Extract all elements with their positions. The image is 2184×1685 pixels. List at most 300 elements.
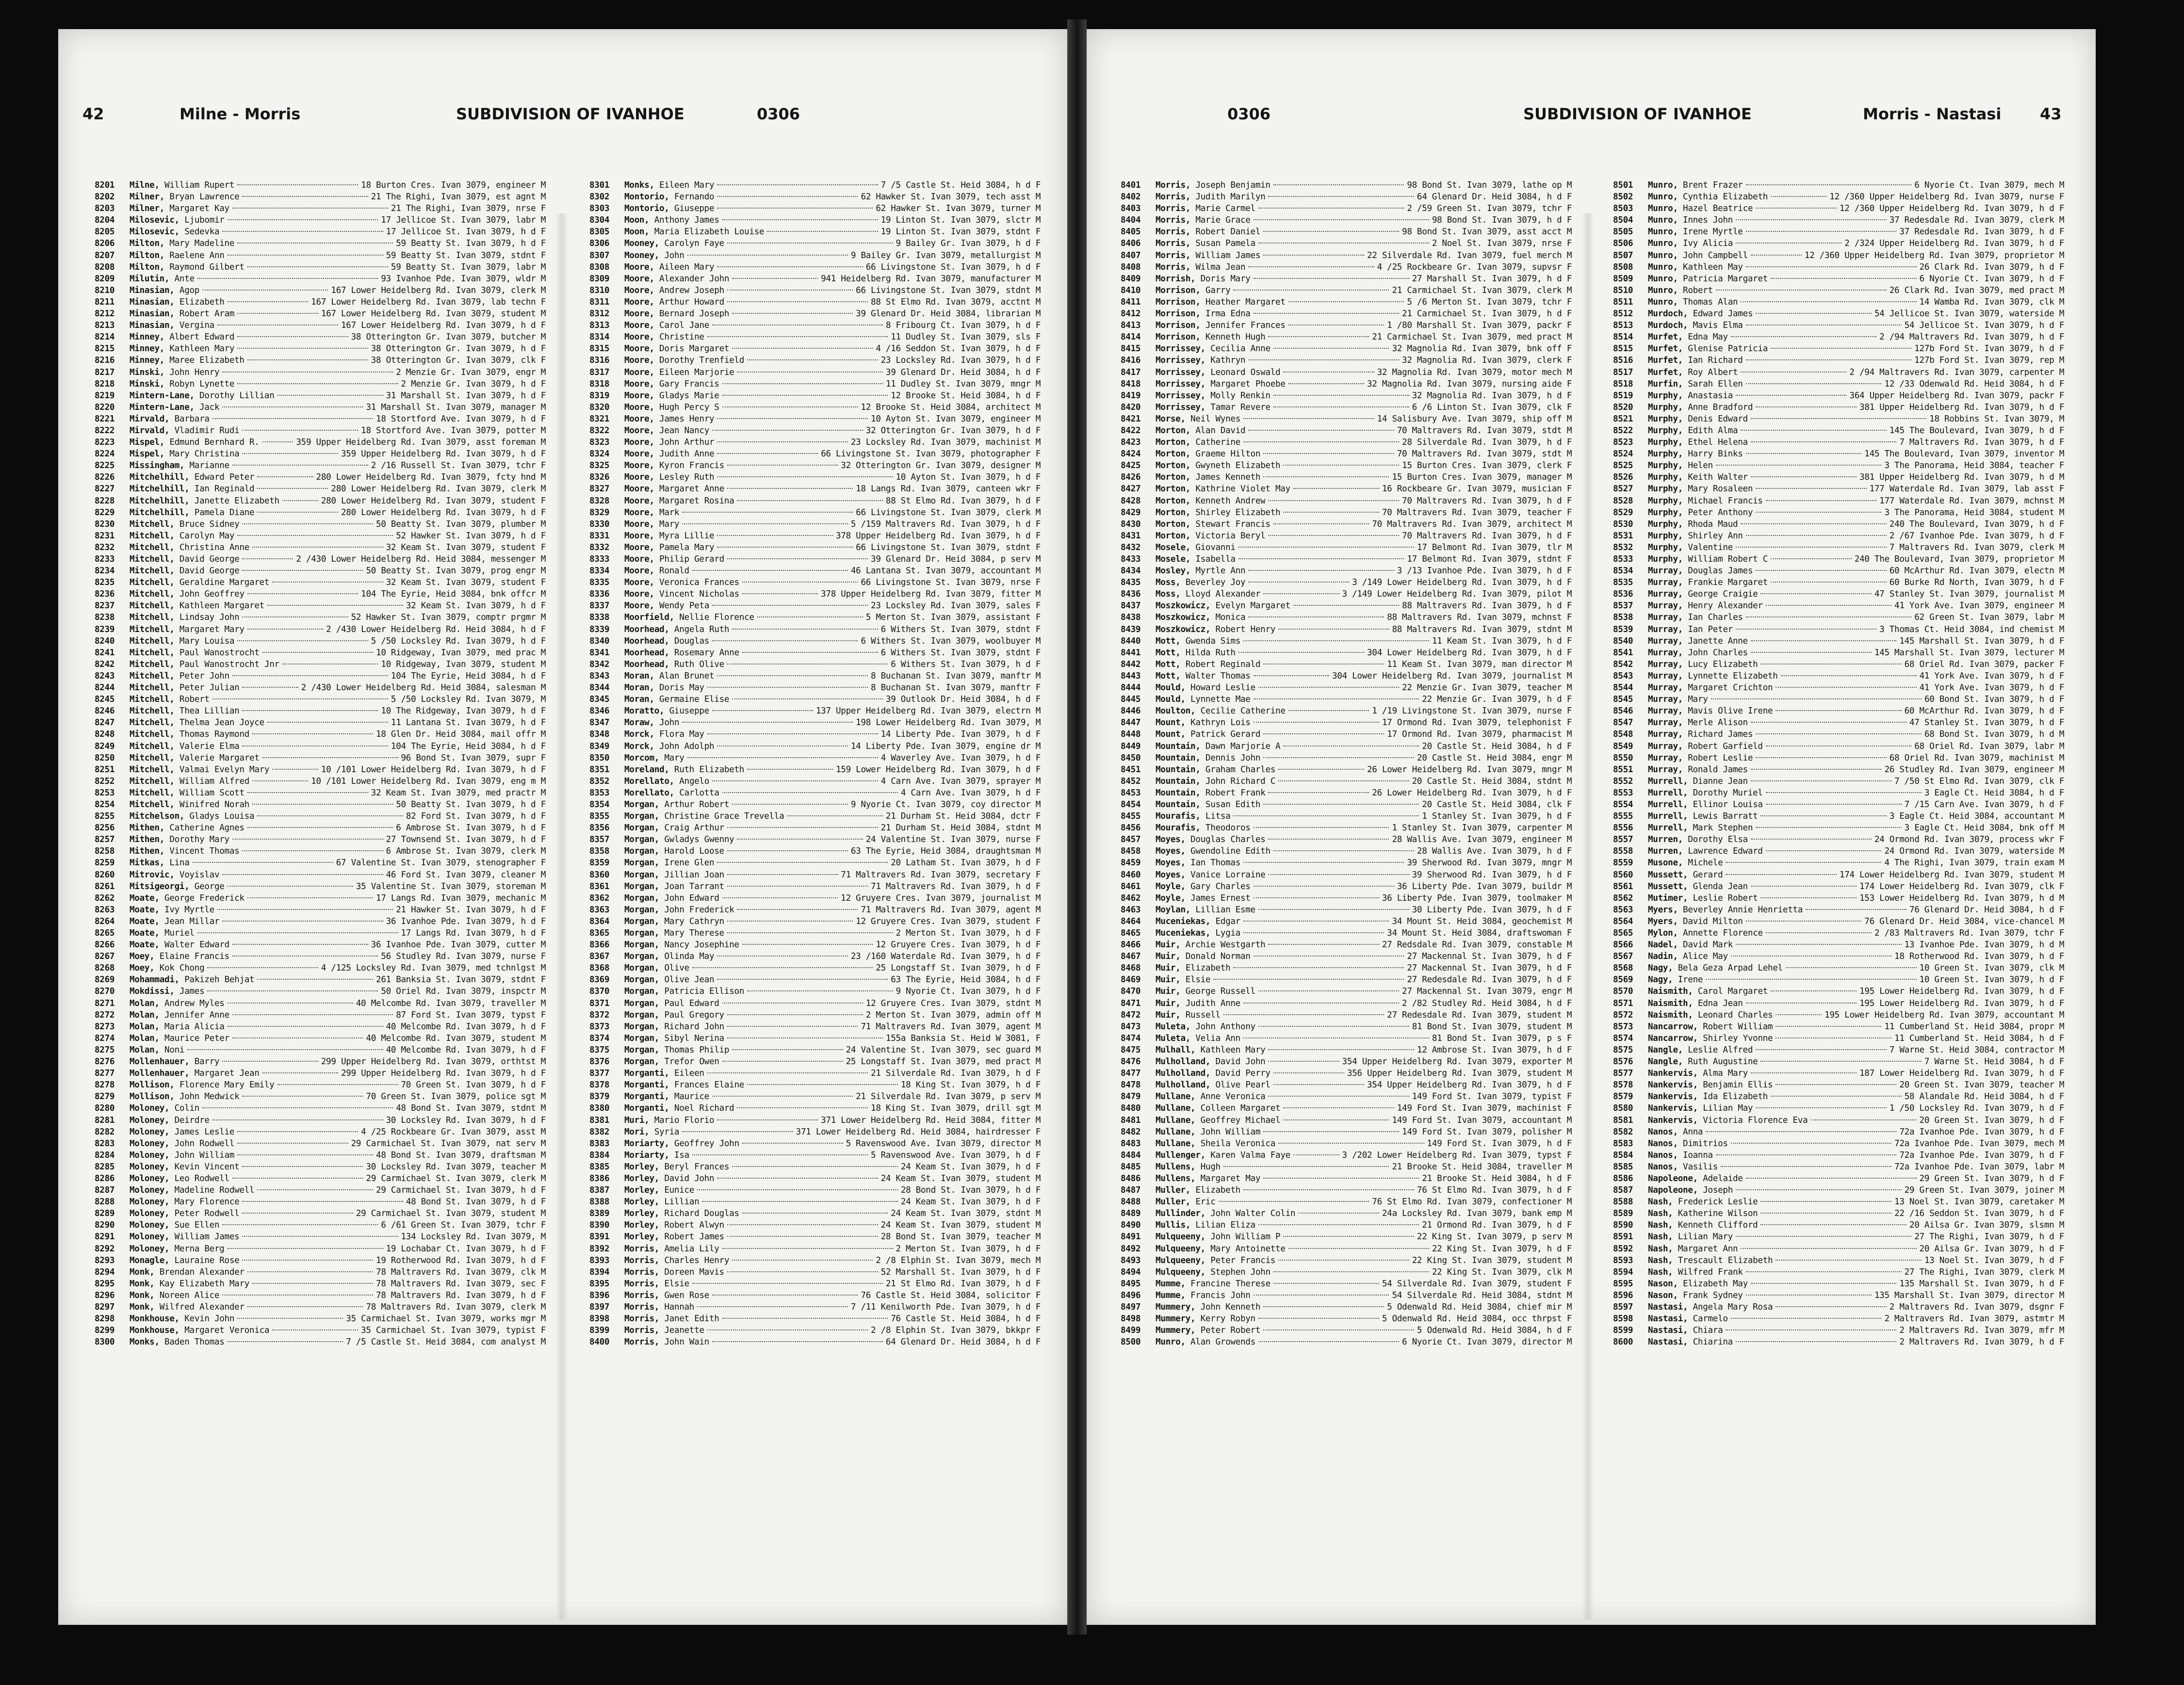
entry-number: 8225 xyxy=(95,461,115,471)
entry-name xyxy=(130,752,260,764)
entry-number: 8452 xyxy=(1121,776,1141,786)
entry-given-names: Lindsay John xyxy=(174,613,240,623)
dot-leader xyxy=(1771,1096,1902,1097)
entry-name xyxy=(1156,1021,1255,1033)
entry-surname: Minasian, xyxy=(130,285,175,295)
entry-number: 8270 xyxy=(95,987,115,997)
dot-leader xyxy=(737,909,858,910)
entry-name xyxy=(130,588,244,600)
entry-number: 8251 xyxy=(95,764,115,775)
entry-address-occupation: 12 /360 Upper Heidelberg Rd. Ivan 3079, proprietor M xyxy=(1804,250,2064,260)
entry-number: 8497 xyxy=(1121,1302,1141,1312)
entry-address-occupation: 27 Redesdale Rd. Ivan 3079, student M xyxy=(1387,1010,1572,1020)
entry-number: 8247 xyxy=(95,718,115,728)
entry-surname: Morrison, xyxy=(1156,332,1201,342)
entry-address-occupation: 40 Melcombe Rd. Ivan 3079, h d F xyxy=(386,1021,546,1032)
entry-address-occupation: 19 Linton St. Ivan 3079, slctr M xyxy=(880,215,1041,226)
entry-address-occupation: 68 Oriel Rd. Ivan 3079, labr M xyxy=(1914,741,2064,751)
entry-given-names: Elizabeth xyxy=(1190,1185,1240,1196)
entry-surname: Monks, xyxy=(624,180,654,190)
entry-number: 8538 xyxy=(1613,613,1633,623)
entry-surname: Moloney, xyxy=(130,1220,170,1231)
entry-number: 8315 xyxy=(589,344,610,354)
entry-number: 8518 xyxy=(1613,379,1633,389)
entry-number: 8272 xyxy=(95,1010,115,1020)
entry-surname: Moore, xyxy=(624,496,654,506)
entry-surname: Morton, xyxy=(1156,531,1191,541)
directory-entry xyxy=(95,191,546,203)
entry-number: 8392 xyxy=(589,1244,610,1254)
entry-address-occupation: 25 Longstaff St. Ivan 3079, med pract M xyxy=(846,1057,1041,1067)
entry-number: 8504 xyxy=(1613,215,1633,226)
entry-address-occupation: 167 Lower Heidelberg Rd. Ivan 3079, clerk M xyxy=(331,285,546,295)
directory-entry xyxy=(1121,378,1572,390)
entry-name xyxy=(1156,810,1230,822)
directory-entry xyxy=(1121,1231,1572,1243)
entry-given-names: David Perry xyxy=(1210,1069,1271,1079)
entry-surname: Montorio, xyxy=(624,192,669,202)
entry-surname: Morris, xyxy=(1156,180,1191,190)
directory-entry xyxy=(1613,682,2064,694)
entry-address-occupation: 1 Stanley St. Ivan 3079, h d F xyxy=(1422,811,1572,822)
directory-entry xyxy=(1121,296,1572,308)
entry-given-names: Robert James xyxy=(659,1232,724,1242)
entry-name xyxy=(1648,1313,1728,1325)
entry-number: 8598 xyxy=(1613,1314,1633,1324)
directory-entry xyxy=(95,1255,546,1266)
entry-number: 8375 xyxy=(589,1045,610,1055)
entry-surname: Murray, xyxy=(1648,566,1683,576)
entry-name xyxy=(1648,1266,1743,1278)
directory-entry xyxy=(95,600,546,612)
entry-name xyxy=(1156,1301,1260,1313)
dot-leader xyxy=(1751,418,1926,419)
entry-name xyxy=(130,1079,275,1091)
entry-number: 8587 xyxy=(1613,1185,1633,1196)
entry-name xyxy=(130,460,229,471)
entry-address-occupation: 2 Merton St. Ivan 3079, h d F xyxy=(896,1244,1041,1254)
entry-address-occupation: 371 Lower Heidelberg Rd. Heid 3084, hairdresser F xyxy=(796,1127,1041,1137)
directory-entry xyxy=(589,1161,1041,1173)
dot-leader xyxy=(1263,1306,1384,1307)
directory-entry xyxy=(95,729,546,740)
entry-name xyxy=(624,729,704,740)
dot-leader xyxy=(272,582,383,583)
directory-entry xyxy=(589,612,1041,623)
entry-number: 8371 xyxy=(589,998,610,1008)
dot-leader xyxy=(242,558,293,559)
entry-surname: Molan, xyxy=(130,1010,160,1020)
entry-surname: Mispel, xyxy=(130,449,165,459)
entry-surname: Mitchelhill, xyxy=(130,472,190,483)
entry-given-names: Janet Edith xyxy=(659,1314,719,1324)
entry-surname: Morgan, xyxy=(624,1045,660,1055)
entry-given-names: Annette Florence xyxy=(1678,928,1763,938)
entry-number: 8522 xyxy=(1613,425,1633,436)
entry-given-names: Hannah xyxy=(659,1302,695,1312)
directory-entry xyxy=(1121,495,1572,507)
entry-given-names: Elaine Francis xyxy=(154,952,229,962)
entry-number: 8348 xyxy=(589,729,610,740)
directory-entry xyxy=(1613,1150,2064,1161)
entry-number: 8528 xyxy=(1613,496,1633,506)
entry-address-occupation: 134 Locksley Rd. Ivan 3079, M xyxy=(401,1232,546,1242)
entry-address-occupation: 17 Ormond Rd. Ivan 3079, pharmacist M xyxy=(1387,729,1572,740)
entry-number: 8404 xyxy=(1121,215,1141,226)
entry-name xyxy=(1156,635,1240,647)
entry-address-occupation: 37 Redesdale Rd. Ivan 3079, h d F xyxy=(1899,227,2064,237)
dot-leader xyxy=(1243,921,1389,922)
entry-surname: Murray, xyxy=(1648,648,1683,658)
entry-surname: Moreland, xyxy=(624,764,669,775)
entry-number: 8567 xyxy=(1613,952,1633,962)
directory-entry xyxy=(1613,1068,2064,1079)
directory-entry xyxy=(1613,367,2064,378)
entry-number: 8584 xyxy=(1613,1150,1633,1160)
entry-number: 8218 xyxy=(95,379,115,389)
entry-name xyxy=(1648,612,1743,623)
dot-leader xyxy=(267,605,403,606)
entry-number: 8335 xyxy=(589,578,610,588)
entry-number: 8304 xyxy=(589,215,610,226)
entry-name xyxy=(130,226,219,238)
entry-given-names: Carol Jane xyxy=(654,321,709,331)
entry-given-names: Irene Glen xyxy=(659,858,715,868)
entry-given-names: Elizabeth May xyxy=(1678,1279,1748,1289)
entry-name xyxy=(130,1278,249,1290)
entry-address-occupation: 28 Bond St. Ivan 3079, teacher M xyxy=(880,1232,1041,1242)
entry-address-occupation: 2 /8 Elphin St. Ivan 3079, mech M xyxy=(876,1255,1041,1265)
entry-given-names: Evelyn Margaret xyxy=(1210,601,1290,611)
entry-address-occupation: 23 Locksley Rd. Ivan 3079, h d F xyxy=(880,356,1041,366)
dot-leader xyxy=(1268,874,1409,875)
dot-leader xyxy=(222,1061,318,1062)
dot-leader xyxy=(732,1049,843,1050)
dot-leader xyxy=(1258,687,1399,688)
directory-entry xyxy=(1121,553,1572,565)
entry-given-names: John Geoffrey xyxy=(174,589,244,599)
entry-number: 8231 xyxy=(95,531,115,541)
entry-surname: Moorfield, xyxy=(624,613,674,623)
entry-surname: Muir, xyxy=(1156,987,1181,997)
entry-name xyxy=(130,1325,269,1336)
entry-name xyxy=(130,495,279,507)
directory-entry xyxy=(589,1126,1041,1138)
right-page-header xyxy=(1087,102,2096,131)
dot-leader xyxy=(1273,395,1409,396)
dot-leader xyxy=(247,266,388,267)
directory-entry xyxy=(1613,402,2064,413)
entry-surname: Munro, xyxy=(1648,192,1678,202)
entry-surname: Moate, xyxy=(130,905,160,915)
directory-entry xyxy=(1121,1301,1572,1313)
entry-address-occupation: 195 Lower Heidelberg Rd. Ivan 3079, accountant M xyxy=(1824,1010,2064,1020)
directory-entry xyxy=(1613,1173,2064,1184)
entry-given-names: Robert xyxy=(174,695,210,705)
dot-leader xyxy=(712,780,878,781)
dot-leader xyxy=(1258,1026,1409,1027)
entry-given-names: John xyxy=(654,718,680,728)
entry-given-names: Keith Walter xyxy=(1683,472,1748,483)
entry-number: 8454 xyxy=(1121,799,1141,810)
entry-number: 8530 xyxy=(1613,519,1633,529)
entry-given-names: Robert Alwyn xyxy=(659,1220,724,1231)
entry-number: 8462 xyxy=(1121,893,1141,903)
entry-surname: Morgan, xyxy=(624,881,660,891)
entry-given-names: Wilfred Alexander xyxy=(154,1302,244,1312)
entry-name xyxy=(624,542,714,553)
entry-given-names: Susan Pamela xyxy=(1190,239,1255,249)
entry-number: 8336 xyxy=(589,589,610,599)
entry-name xyxy=(1156,553,1236,565)
entry-address-occupation: 66 Livingstone St. Ivan 3079, photographer F xyxy=(821,449,1041,459)
entry-surname: Monks, xyxy=(130,1337,160,1347)
entry-number: 8414 xyxy=(1121,332,1141,342)
entry-number: 8253 xyxy=(95,788,115,798)
entry-surname: Moraw, xyxy=(624,718,654,728)
dot-leader xyxy=(682,523,848,524)
entry-surname: Murphy, xyxy=(1648,554,1683,564)
entry-name xyxy=(1648,1033,1773,1044)
entry-given-names: Paul Edward xyxy=(659,998,719,1008)
directory-entry xyxy=(589,507,1041,518)
entry-number: 8284 xyxy=(95,1150,115,1160)
entry-number: 8403 xyxy=(1121,204,1141,214)
dot-leader xyxy=(1756,1107,1887,1108)
entry-number: 8292 xyxy=(95,1244,115,1254)
entry-given-names: Robert Aram xyxy=(174,309,235,319)
entry-address-occupation: 59 Beatty St. Ivan 3079, stdnt F xyxy=(386,250,546,260)
entry-name xyxy=(1648,437,1748,448)
entry-given-names: Glenise Patricia xyxy=(1683,344,1768,354)
entry-surname: Munro, xyxy=(1156,1337,1186,1347)
entry-address-occupation: 88 St Elmo Rd. Ivan 3079, acctnt M xyxy=(871,297,1041,307)
entry-number: 8591 xyxy=(1613,1232,1633,1242)
entry-name xyxy=(624,1173,714,1184)
entry-name xyxy=(130,320,214,331)
entry-name xyxy=(130,1219,219,1231)
entry-given-names: Mark xyxy=(654,507,680,518)
entry-name xyxy=(130,659,279,670)
entry-surname: Mitchell, xyxy=(130,718,175,728)
entry-surname: Morganti, xyxy=(624,1092,669,1102)
dot-leader xyxy=(1771,990,1857,991)
directory-entry xyxy=(1121,1173,1572,1184)
entry-address-occupation: 66 Livingstone St. Ivan 3079, h d F xyxy=(865,262,1041,272)
entry-number: 8580 xyxy=(1613,1103,1633,1114)
entry-number: 8562 xyxy=(1613,893,1633,903)
dot-leader xyxy=(1736,1189,1902,1190)
entry-given-names: Denis Edward xyxy=(1683,414,1748,424)
directory-entry xyxy=(589,1044,1041,1056)
entry-number: 8293 xyxy=(95,1255,115,1265)
dot-leader xyxy=(1288,1248,1429,1249)
dot-leader xyxy=(242,687,298,688)
entry-surname: Morgan, xyxy=(624,928,660,938)
entry-given-names: Doreen Mavis xyxy=(659,1267,724,1277)
entry-address-occupation: 46 Ford St. Ivan 3079, cleaner M xyxy=(386,870,546,880)
entry-given-names: Carlotta xyxy=(674,788,719,798)
entry-number: 8594 xyxy=(1613,1267,1633,1277)
entry-number: 8394 xyxy=(589,1267,610,1277)
entry-surname: Mullis, xyxy=(1156,1220,1191,1231)
entry-name xyxy=(1648,659,1758,670)
entry-name xyxy=(624,296,724,308)
entry-name xyxy=(1156,471,1260,483)
entry-number: 8268 xyxy=(95,963,115,973)
entry-number: 8213 xyxy=(95,321,115,331)
dot-leader xyxy=(252,804,393,805)
entry-given-names: Craig Arthur xyxy=(659,823,724,833)
directory-entry xyxy=(1613,764,2064,776)
entry-address-occupation: 18 Langs Rd. Ivan 3079, canteen wkr F xyxy=(856,484,1041,494)
entry-name xyxy=(1648,413,1748,425)
entry-address-occupation: 356 Upper Heidelberg Rd. Ivan 3079, student M xyxy=(1347,1069,1572,1079)
entry-number: 8274 xyxy=(95,1033,115,1043)
entry-address-occupation: 21 Brooke St. Heid 3084, traveller M xyxy=(1392,1162,1572,1172)
entry-given-names: John Wain xyxy=(659,1337,709,1347)
entry-surname: Mitrovic, xyxy=(130,870,175,880)
directory-entry xyxy=(95,1325,546,1336)
entry-given-names: John Henry xyxy=(164,367,220,377)
entry-given-names: Ivy Alicia xyxy=(1678,239,1733,249)
entry-surname: Milner, xyxy=(130,204,165,214)
entry-address-occupation: 7 Maltravers Rd. Ivan 3079, clerk M xyxy=(1889,542,2064,552)
directory-entry xyxy=(95,214,546,226)
entry-number: 8387 xyxy=(589,1185,610,1196)
dot-leader xyxy=(727,290,853,291)
entry-name xyxy=(1648,764,1748,776)
entry-name xyxy=(130,1091,239,1102)
entry-name xyxy=(1648,273,1768,285)
dot-leader xyxy=(722,1003,863,1004)
entry-address-occupation: 68 Oriel Rd. Ivan 3079, packer F xyxy=(1904,659,2064,669)
dot-leader xyxy=(228,1248,383,1249)
entry-given-names: Lesley Ruth xyxy=(654,472,715,483)
entry-address-occupation: 149 Ford St. Ivan 3079, machinist F xyxy=(1397,1103,1572,1114)
dot-leader xyxy=(1746,266,1917,267)
dot-leader xyxy=(1248,582,1349,583)
entry-given-names: Maurice Peter xyxy=(159,1033,229,1043)
dot-leader xyxy=(682,512,853,513)
dot-leader xyxy=(712,605,868,606)
dot-leader xyxy=(692,1283,883,1284)
entry-given-names: Mary xyxy=(659,753,685,763)
entry-surname: Mulholland, xyxy=(1156,1057,1211,1067)
entry-given-names: Lillian xyxy=(659,1197,700,1207)
entry-address-occupation: 88 Maltravers Rd. Ivan 3079, mchnst F xyxy=(1387,613,1572,623)
dot-leader xyxy=(1239,652,1364,653)
entry-given-names: Aileen Mary xyxy=(654,262,715,272)
entry-surname: Murphy, xyxy=(1648,414,1683,424)
entry-surname: Nash, xyxy=(1648,1267,1673,1277)
dot-leader xyxy=(1293,605,1399,606)
entry-address-occupation: 240 The Boulevard, Ivan 3079, proprietor M xyxy=(1854,554,2064,564)
dot-leader xyxy=(1288,324,1385,325)
entry-name xyxy=(1156,845,1271,857)
directory-entry xyxy=(1613,320,2064,331)
entry-name xyxy=(1648,682,1773,694)
entry-name xyxy=(1648,1255,1773,1266)
entry-number: 8498 xyxy=(1121,1314,1141,1324)
entry-address-occupation: 22 Silverdale Rd. Ivan 3079, fuel merch M xyxy=(1367,250,1572,260)
directory-entry xyxy=(1121,881,1572,892)
directory-entry xyxy=(95,588,546,600)
entry-name xyxy=(130,764,269,776)
entry-name xyxy=(130,799,249,810)
entry-address-occupation: 6 Withers St. Ivan 3079, stdnt F xyxy=(880,648,1041,658)
entry-address-occupation: 2 Menzie Gr. Ivan 3079, engr M xyxy=(396,367,546,377)
entry-surname: Moore, xyxy=(624,437,654,448)
entry-number: 8342 xyxy=(589,659,610,669)
directory-entry xyxy=(1121,530,1572,542)
entry-address-occupation: 20 Castle St. Heid 3084, engr M xyxy=(1417,753,1572,763)
dot-leader xyxy=(722,395,888,396)
entry-number: 8581 xyxy=(1613,1115,1633,1125)
dot-leader xyxy=(727,886,868,887)
entry-name xyxy=(130,682,239,694)
entry-given-names: Margaret Veronica xyxy=(179,1326,270,1336)
entry-number: 8565 xyxy=(1613,928,1633,938)
entry-address-occupation: 7 Maltravers Rd. Ivan 3079, h d F xyxy=(1899,437,2064,448)
dot-leader xyxy=(707,1329,868,1330)
directory-entry xyxy=(1613,705,2064,717)
entry-number: 8475 xyxy=(1121,1045,1141,1055)
entry-surname: Moloney, xyxy=(130,1115,170,1125)
entry-name xyxy=(1156,986,1255,997)
entry-name xyxy=(1648,203,1753,214)
directory-entry xyxy=(95,553,546,565)
entry-number: 8346 xyxy=(589,706,610,716)
dot-leader xyxy=(747,769,833,770)
page-number: 42 xyxy=(82,105,104,123)
entry-address-occupation: 4 Carn Ave. Ivan 3079, sprayer M xyxy=(880,776,1041,786)
entry-name xyxy=(1156,1161,1221,1173)
dot-leader xyxy=(707,1072,868,1073)
entry-address-occupation: 20 Green St. Ivan 3079, teacher M xyxy=(1899,1080,2064,1090)
entry-name xyxy=(1156,448,1260,460)
entry-surname: Morrissey, xyxy=(1156,356,1206,366)
directory-entry xyxy=(1613,1009,2064,1021)
entry-given-names: Christine xyxy=(654,332,704,342)
entry-address-occupation: 25 Longstaff St. Ivan 3079, h d F xyxy=(876,963,1041,973)
directory-entry xyxy=(1121,1102,1572,1114)
dot-leader xyxy=(712,640,858,641)
dot-leader xyxy=(1283,745,1419,746)
entry-name xyxy=(130,402,219,413)
entry-surname: Nastasi, xyxy=(1648,1326,1688,1336)
directory-entry xyxy=(1121,834,1572,845)
dot-leader xyxy=(742,582,858,583)
entry-name xyxy=(624,1033,724,1044)
directory-entry xyxy=(589,191,1041,203)
entry-name xyxy=(1648,962,1783,974)
directory-entry xyxy=(1613,250,2064,261)
entry-given-names: Maree Elizabeth xyxy=(164,356,244,366)
entry-surname: Murren, xyxy=(1648,835,1683,845)
dot-leader xyxy=(277,1084,398,1085)
entry-given-names: James Kenneth xyxy=(1190,472,1261,483)
dot-leader xyxy=(242,523,373,524)
entry-address-occupation: 5 /159 Maltravers Rd. Ivan 3079, h d F xyxy=(850,519,1041,529)
directory-entry xyxy=(95,962,546,974)
entry-surname: Mussett, xyxy=(1648,870,1688,880)
entry-number: 8223 xyxy=(95,437,115,448)
entry-number: 8229 xyxy=(95,507,115,518)
entry-surname: Mummery, xyxy=(1156,1302,1196,1312)
entry-name xyxy=(1648,1173,1743,1184)
entry-given-names: Douglas xyxy=(669,636,709,646)
